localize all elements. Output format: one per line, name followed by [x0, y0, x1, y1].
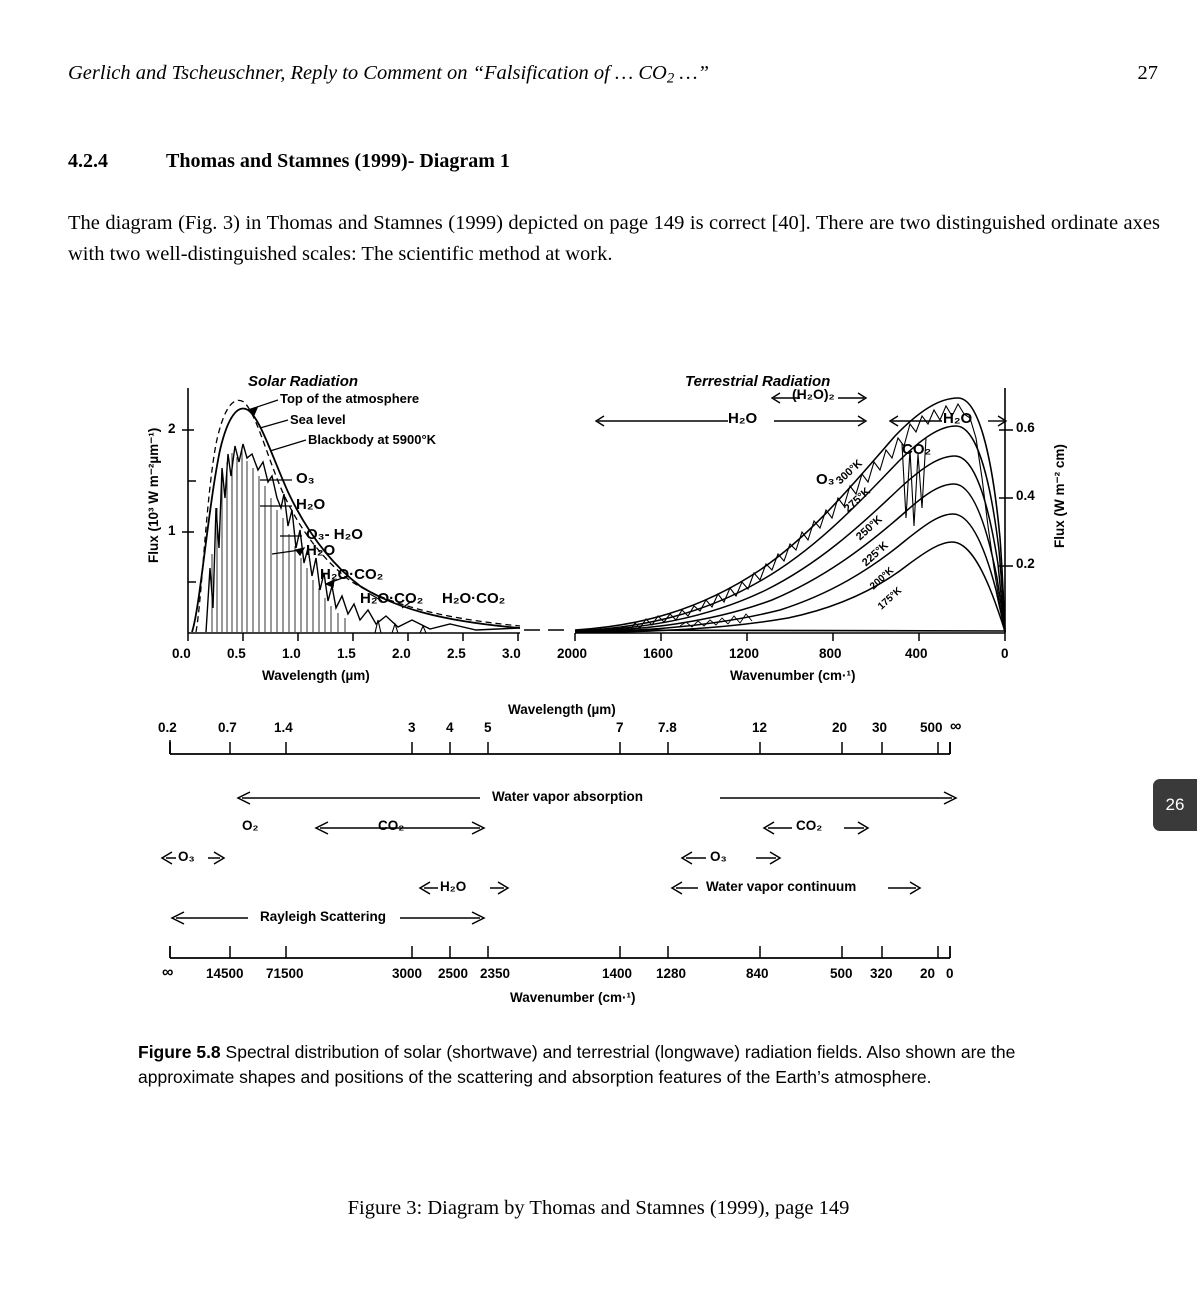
right-y-tick-06: 0.6 [1016, 420, 1035, 435]
band-wn-tick-6: 1400 [602, 966, 633, 981]
band-wl-tick-5: 5 [484, 720, 492, 735]
annotation-sea-level: Sea level [290, 412, 346, 427]
left-y-axis-label: Flux (10³ W m⁻²µm⁻¹) [146, 427, 161, 563]
left-x-tick-5: 2.5 [447, 646, 466, 661]
right-y-axis-label: Flux (W m⁻² cm) [1052, 444, 1067, 548]
annotation-h2o-2: H₂O [306, 542, 336, 559]
band-wn-tick-11: 20 [920, 966, 936, 981]
band-wl-tick-12: ∞ [950, 718, 962, 735]
curve-label-200k: 200°K [868, 565, 897, 593]
annotation-top-of-atmosphere: Top of the atmosphere [280, 391, 420, 406]
right-x-axis-label: Wavenumber (cm·¹) [730, 668, 856, 683]
right-x-tick-2000: 2000 [557, 646, 588, 661]
band-wavenumber-axis-label: Wavenumber (cm·¹) [510, 990, 636, 1005]
curve-label-225k: 225°K [860, 539, 891, 569]
feature-o3-right: O₃ [710, 849, 727, 864]
band-wl-tick-0: 0.2 [158, 720, 177, 735]
annotation-h2o-co2-3: H₂O·CO₂ [442, 590, 506, 607]
band-wl-tick-8: 12 [752, 720, 768, 735]
band-wn-tick-3: 3000 [392, 966, 423, 981]
right-x-tick-1200: 1200 [729, 646, 760, 661]
feature-co2-left: CO₂ [378, 818, 405, 833]
annotation-h2o-co2-1: H₂O·CO₂ [320, 566, 384, 583]
band-wl-tick-6: 7 [616, 720, 624, 735]
left-y-tick-1: 1 [168, 523, 176, 538]
band-wl-tick-10: 30 [872, 720, 888, 735]
running-head [68, 62, 1158, 88]
section-title: Thomas and Stamnes (1999)- Diagram 1 [166, 150, 510, 172]
feature-rayleigh-scattering: Rayleigh Scattering [260, 909, 387, 924]
band-wn-tick-7: 1280 [656, 966, 687, 981]
band-wn-tick-1: 14500 [206, 966, 244, 981]
spectral-chart [120, 358, 1070, 688]
left-x-tick-6: 3.0 [502, 646, 521, 661]
feature-o3-left: O₃ [178, 849, 195, 864]
figure-image [120, 358, 1070, 1138]
running-head-title [68, 62, 709, 88]
right-y-tick-04: 0.4 [1016, 488, 1035, 503]
terrestrial-radiation-title: Terrestrial Radiation [685, 373, 831, 390]
band-wn-tick-8: 840 [746, 966, 769, 981]
curve-label-300k: 300°K [834, 457, 865, 487]
annotation-blackbody: Blackbody at 5900°K [308, 432, 437, 447]
left-x-tick-1: 0.5 [227, 646, 246, 661]
annotation-right-h2o-left: H₂O [728, 410, 758, 427]
running-head-subscript: 2 [666, 70, 675, 87]
running-head-text-before: Gerlich and Tscheuschner, Reply to Comment on “Falsification of … CO [68, 62, 667, 84]
band-wl-tick-1: 0.7 [218, 720, 237, 735]
figure-subcaption: Figure 3: Diagram by Thomas and Stamnes (1999), page 149 [347, 1197, 850, 1219]
annotation-o3: O₃ [296, 470, 315, 487]
page-indicator-tab[interactable]: 26 [1153, 779, 1197, 831]
feature-co2-right: CO₂ [796, 818, 823, 833]
feature-o2: O₂ [242, 818, 259, 833]
absorption-band-diagram [120, 702, 1070, 1016]
feature-water-vapor-continuum: Water vapor continuum [706, 879, 857, 894]
band-wl-tick-3: 3 [408, 720, 416, 735]
figure-caption-text: Spectral distribution of solar (shortwave) and terrestrial (longwave) radiation fields. Also shown are the approximate shapes and positions of the scattering and absorption features of the Earth’s atmosphere. [138, 1042, 1016, 1087]
right-x-tick-800: 800 [819, 646, 842, 661]
annotation-h2o-dimer: (H₂O)₂ [792, 386, 835, 402]
curve-label-250k: 250°K [854, 513, 885, 543]
running-head-text-after: …” [674, 62, 709, 84]
page-number: 27 [1137, 62, 1158, 84]
band-wn-tick-12: 0 [946, 966, 954, 981]
band-wn-tick-10: 320 [870, 966, 893, 981]
right-x-tick-0: 0 [1001, 646, 1009, 661]
band-wn-tick-5: 2350 [480, 966, 511, 981]
curve-label-275k: 275°K [842, 485, 873, 515]
band-wavelength-axis-label: Wavelength (µm) [508, 702, 616, 717]
band-wl-tick-2: 1.4 [274, 720, 293, 735]
annotation-right-h2o-right: H₂O [943, 410, 973, 427]
band-wl-tick-9: 20 [832, 720, 848, 735]
band-wn-tick-2: 71500 [266, 966, 304, 981]
figure-caption [138, 1040, 1098, 1090]
band-wl-tick-4: 4 [446, 720, 454, 735]
right-x-tick-400: 400 [905, 646, 928, 661]
left-x-tick-3: 1.5 [337, 646, 356, 661]
band-wl-tick-7: 7.8 [658, 720, 677, 735]
feature-water-vapor-absorption: Water vapor absorption [492, 789, 644, 804]
band-wn-tick-0: ∞ [162, 964, 174, 981]
right-x-tick-1600: 1600 [643, 646, 674, 661]
annotation-h2o-1: H₂O [296, 496, 326, 513]
right-y-tick-02: 0.2 [1016, 556, 1035, 571]
curve-label-175k: 175°K [876, 585, 905, 613]
band-wn-tick-4: 2500 [438, 966, 469, 981]
band-wn-tick-9: 500 [830, 966, 853, 981]
left-x-tick-2: 1.0 [282, 646, 301, 661]
section-number: 4.2.4 [68, 150, 108, 172]
band-wl-tick-11: 500 [920, 720, 943, 735]
left-y-tick-2: 2 [168, 421, 176, 436]
left-x-axis-label: Wavelength (µm) [262, 668, 370, 683]
left-x-tick-4: 2.0 [392, 646, 411, 661]
annotation-right-co2: CO₂ [902, 441, 932, 458]
left-x-tick-0: 0.0 [172, 646, 191, 661]
body-paragraph: The diagram (Fig. 3) in Thomas and Stamnes (1999) depicted on page 149 is correct [40]. There are two distinguished ordinate axes with two well-distinguished scales: The scientific method at work. [68, 212, 1160, 266]
figure-caption-number: Figure 5.8 [138, 1042, 221, 1062]
annotation-right-o3: O₃ [816, 471, 835, 488]
feature-h2o: H₂O [440, 879, 467, 894]
annotation-o3-h2o: O₃- H₂O [306, 526, 363, 543]
solar-radiation-title: Solar Radiation [248, 373, 359, 390]
annotation-h2o-co2-2: H₂O·CO₂ [360, 590, 424, 607]
